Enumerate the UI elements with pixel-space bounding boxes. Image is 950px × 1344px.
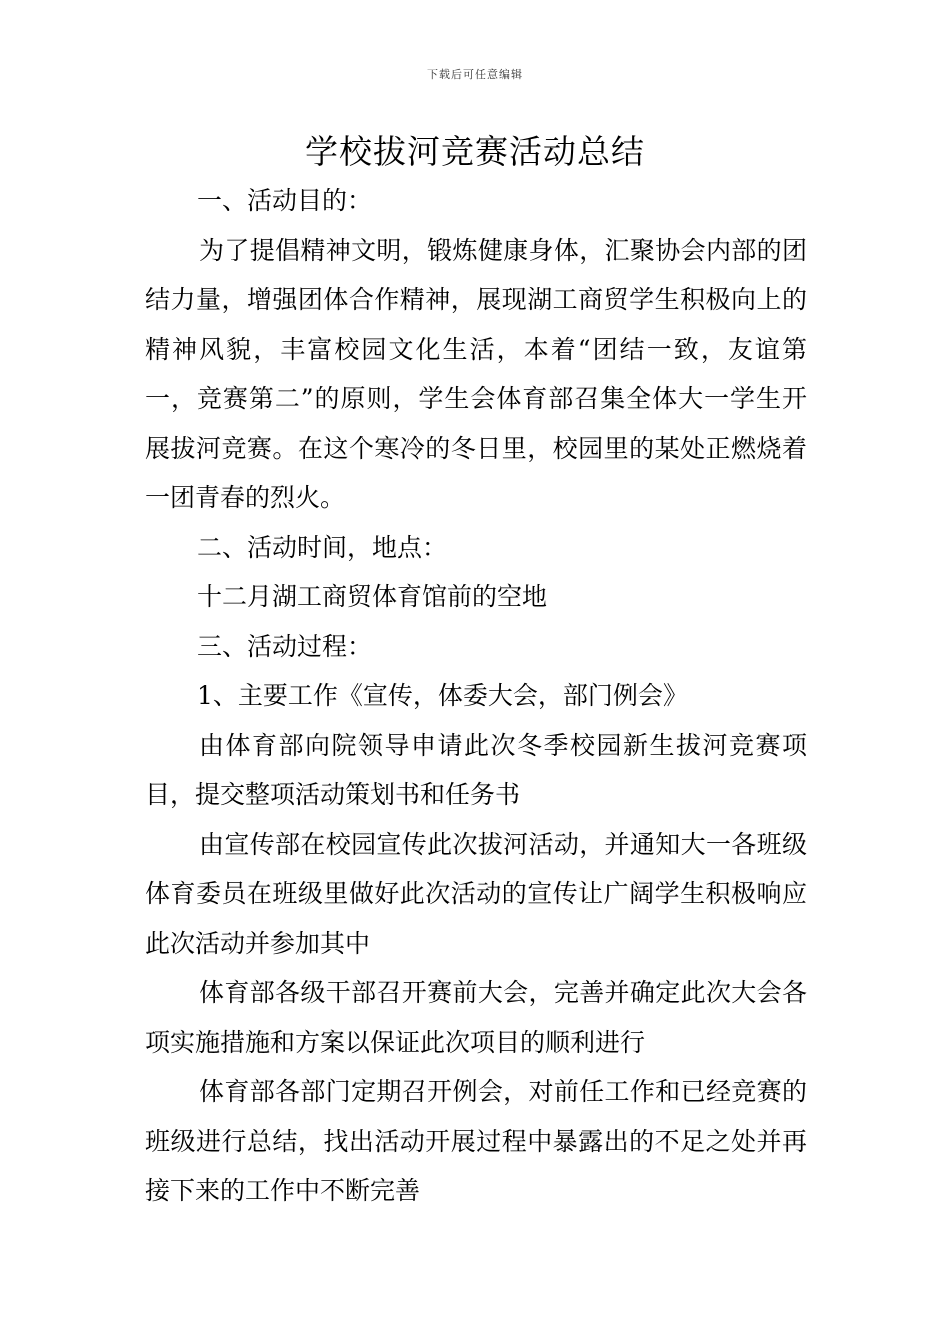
paragraph-application: 由体育部向院领导申请此次冬季校园新生拔河竞赛项目，提交整项活动策划书和任务书 xyxy=(145,730,807,809)
subheading-main-work: 1、主要工作《宣传，体委大会，部门例会》 xyxy=(197,681,688,710)
section-heading-time-place: 二、活动时间，地点： xyxy=(197,532,448,562)
document-title: 学校拔河竞赛活动总结 xyxy=(305,132,645,171)
section-heading-process: 三、活动过程： xyxy=(197,631,373,661)
header-note: 下载后可任意编辑 xyxy=(427,68,523,81)
paragraph-publicity: 由宣传部在校园宣传此次拔河活动，并通知大一各班级体育委员在班级里做好此次活动的宣传让广阔学生积极响应此次活动并参加其中 xyxy=(145,829,807,958)
paragraph-purpose: 为了提倡精神文明，锻炼健康身体，汇聚协会内部的团结力量，增强团体合作精神，展现湖工商贸学生积极向上的精神风貌，丰富校园文化生活，本着“团结一致，友谊第一，竞赛第二”的原则，学生会体育部召集全体大一学生开展拔河竞赛。在这个寒冷的冬日里，校园里的某处正燃烧着一团青春的烈火。 xyxy=(145,235,807,512)
paragraph-time-place: 十二月湖工商贸体育馆前的空地 xyxy=(197,582,548,611)
paragraph-pre-match-meeting: 体育部各级干部召开赛前大会，完善并确定此次大会各项实施措施和方案以保证此次项目的顺利进行 xyxy=(145,978,807,1057)
paragraph-regular-meeting: 体育部各部门定期召开例会，对前任工作和已经竞赛的班级进行总结，找出活动开展过程中暴露出的不足之处并再接下来的工作中不断完善 xyxy=(145,1077,807,1205)
section-heading-purpose: 一、活动目的： xyxy=(197,186,373,215)
document-body xyxy=(145,176,807,1216)
